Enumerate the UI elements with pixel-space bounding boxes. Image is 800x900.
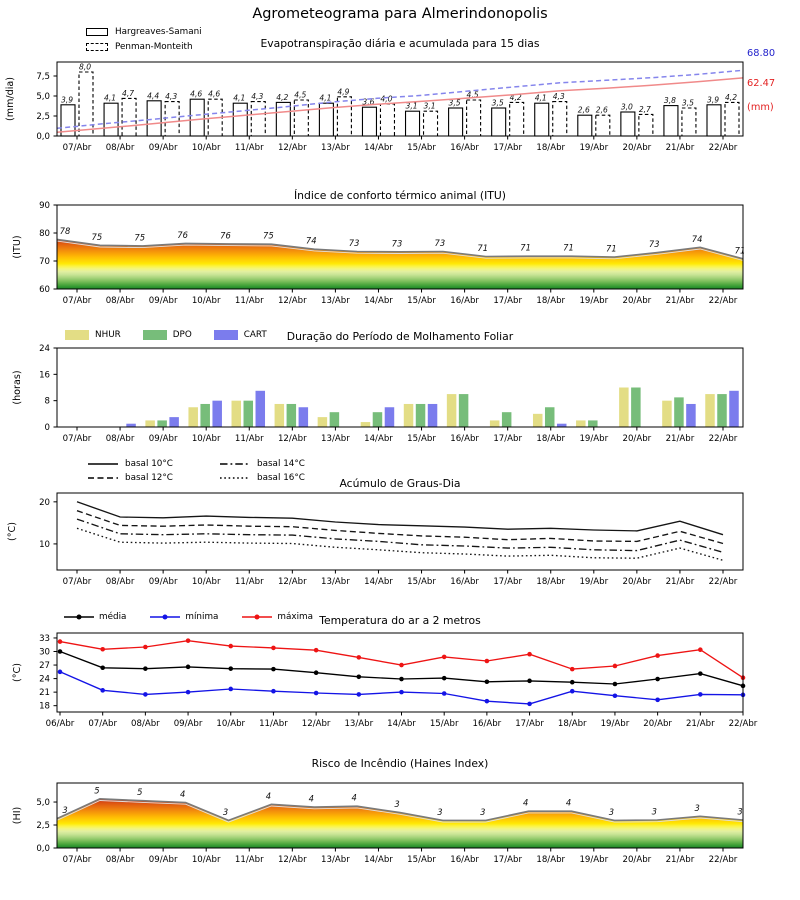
svg-text:21/Abr: 21/Abr: [665, 296, 695, 306]
accumulated-hargreaves-total: 62.47: [747, 78, 776, 89]
panel-title-fire-risk: Risco de Incêndio (Haines Index): [311, 757, 489, 770]
svg-text:10/Abr: 10/Abr: [191, 434, 221, 444]
svg-text:71: 71: [520, 242, 531, 253]
svg-text:71: 71: [477, 243, 489, 254]
svg-text:22/Abr: 22/Abr: [708, 577, 738, 587]
svg-text:75: 75: [263, 230, 274, 241]
svg-text:16/Abr: 16/Abr: [450, 855, 479, 865]
svg-text:2,6: 2,6: [577, 105, 590, 115]
svg-text:20/Abr: 20/Abr: [622, 296, 652, 306]
legend-label-dpo: DPO: [172, 330, 192, 340]
svg-text:20/Abr: 20/Abr: [622, 577, 652, 587]
svg-text:07/Abr: 07/Abr: [62, 434, 92, 444]
svg-text:5,0: 5,0: [36, 92, 50, 102]
svg-text:07/Abr: 07/Abr: [62, 855, 92, 865]
svg-text:16/Abr: 16/Abr: [450, 434, 479, 444]
legend-label-cart: CART: [243, 330, 267, 340]
svg-text:4,1: 4,1: [233, 93, 246, 103]
svg-text:0,0: 0,0: [36, 844, 50, 854]
svg-text:11/Abr: 11/Abr: [234, 143, 264, 153]
svg-text:2,5: 2,5: [36, 821, 50, 832]
svg-text:16/Abr: 16/Abr: [450, 296, 479, 306]
svg-text:71: 71: [606, 243, 617, 254]
svg-text:21/Abr: 21/Abr: [665, 143, 695, 153]
svg-text:60: 60: [39, 285, 50, 295]
legend-label-penman: Penman-Monteith: [115, 42, 193, 52]
svg-text:90: 90: [39, 201, 50, 211]
svg-text:3: 3: [62, 805, 68, 816]
svg-text:11/Abr: 11/Abr: [234, 855, 264, 865]
svg-text:08/Abr: 08/Abr: [131, 719, 160, 729]
svg-text:07/Abr: 07/Abr: [88, 719, 118, 729]
svg-text:12/Abr: 12/Abr: [301, 719, 331, 729]
svg-text:14/Abr: 14/Abr: [364, 855, 393, 865]
svg-text:09/Abr: 09/Abr: [148, 143, 178, 153]
svg-text:3,6: 3,6: [362, 97, 375, 107]
svg-text:17/Abr: 17/Abr: [493, 143, 523, 153]
legend-label-basal14: basal 14°C: [257, 459, 305, 469]
svg-text:14/Abr: 14/Abr: [364, 143, 393, 153]
svg-text:13/Abr: 13/Abr: [321, 143, 350, 153]
svg-text:75: 75: [134, 232, 146, 243]
svg-text:10/Abr: 10/Abr: [191, 143, 221, 153]
svg-text:09/Abr: 09/Abr: [148, 577, 178, 587]
svg-text:19/Abr: 19/Abr: [579, 855, 609, 865]
svg-text:13/Abr: 13/Abr: [321, 296, 350, 306]
svg-text:7,5: 7,5: [36, 72, 50, 82]
svg-text:12/Abr: 12/Abr: [277, 296, 307, 306]
svg-text:3,9: 3,9: [706, 95, 720, 105]
svg-text:22/Abr: 22/Abr: [708, 296, 738, 306]
svg-text:3: 3: [437, 806, 443, 817]
svg-text:18/Abr: 18/Abr: [536, 296, 566, 306]
svg-text:18: 18: [39, 701, 50, 712]
svg-text:18/Abr: 18/Abr: [536, 143, 566, 153]
svg-text:17/Abr: 17/Abr: [493, 577, 523, 587]
svg-text:12/Abr: 12/Abr: [277, 434, 307, 444]
svg-text:74: 74: [691, 233, 703, 244]
page-title: Agrometeograma para Almerindonopolis: [252, 6, 548, 22]
svg-text:20/Abr: 20/Abr: [622, 855, 652, 865]
svg-text:18/Abr: 18/Abr: [557, 719, 587, 729]
svg-text:2,6: 2,6: [595, 105, 608, 115]
svg-text:10/Abr: 10/Abr: [191, 855, 221, 865]
svg-text:12/Abr: 12/Abr: [277, 577, 307, 587]
svg-text:09/Abr: 09/Abr: [148, 296, 178, 306]
svg-text:0: 0: [44, 423, 50, 433]
svg-text:12/Abr: 12/Abr: [277, 143, 307, 153]
svg-text:4,2: 4,2: [276, 92, 289, 102]
svg-text:17/Abr: 17/Abr: [515, 719, 544, 729]
svg-text:07/Abr: 07/Abr: [62, 296, 92, 306]
svg-text:3,0: 3,0: [620, 102, 633, 112]
svg-text:33: 33: [39, 633, 50, 644]
accumulated-penman-total: 68.80: [747, 48, 776, 59]
svg-text:18/Abr: 18/Abr: [536, 855, 566, 865]
svg-text:4: 4: [522, 797, 529, 808]
svg-text:08/Abr: 08/Abr: [105, 434, 135, 444]
svg-text:5,0: 5,0: [36, 798, 50, 809]
svg-text:22/Abr: 22/Abr: [708, 434, 738, 444]
svg-text:8,0: 8,0: [78, 62, 92, 72]
svg-text:10/Abr: 10/Abr: [216, 719, 246, 729]
svg-text:18/Abr: 18/Abr: [536, 434, 566, 444]
svg-text:20/Abr: 20/Abr: [622, 434, 652, 444]
legend-label-media: média: [99, 612, 127, 622]
svg-text:4,1: 4,1: [534, 93, 547, 103]
svg-text:3: 3: [608, 806, 615, 817]
svg-text:12/Abr: 12/Abr: [277, 855, 307, 865]
svg-text:20: 20: [39, 497, 50, 508]
panel-title-itu: Índice de conforto térmico animal (ITU): [293, 189, 507, 202]
svg-text:11/Abr: 11/Abr: [234, 434, 264, 444]
panel-title-degree-days: Acúmulo de Graus-Dia: [339, 477, 461, 490]
svg-text:4: 4: [565, 797, 572, 808]
accumulated-unit-label: (mm): [747, 102, 774, 113]
svg-text:13/Abr: 13/Abr: [321, 577, 350, 587]
svg-text:19/Abr: 19/Abr: [579, 296, 609, 306]
svg-text:19/Abr: 19/Abr: [579, 143, 609, 153]
svg-text:4,6: 4,6: [190, 89, 203, 99]
svg-text:16/Abr: 16/Abr: [450, 143, 479, 153]
svg-text:3,5: 3,5: [448, 98, 461, 108]
svg-text:20/Abr: 20/Abr: [622, 143, 652, 153]
svg-text:08/Abr: 08/Abr: [105, 296, 135, 306]
svg-text:4,2: 4,2: [724, 92, 738, 102]
svg-text:3,9: 3,9: [60, 95, 74, 105]
svg-text:(mm/dia): (mm/dia): [5, 76, 16, 122]
svg-text:19/Abr: 19/Abr: [579, 577, 609, 587]
svg-text:21/Abr: 21/Abr: [665, 577, 695, 587]
svg-text:24: 24: [39, 674, 50, 685]
svg-text:2,5: 2,5: [36, 112, 50, 122]
svg-text:14/Abr: 14/Abr: [364, 296, 393, 306]
svg-text:4,7: 4,7: [122, 88, 135, 98]
svg-text:3: 3: [222, 806, 229, 817]
svg-text:16/Abr: 16/Abr: [450, 577, 479, 587]
svg-text:4,4: 4,4: [147, 91, 160, 101]
svg-text:71: 71: [563, 242, 574, 253]
svg-text:(°C): (°C): [7, 522, 18, 541]
svg-text:4,2: 4,2: [509, 92, 522, 102]
legend-label-basal10: basal 10°C: [125, 459, 173, 469]
svg-text:3: 3: [394, 799, 400, 810]
svg-text:19/Abr: 19/Abr: [600, 719, 630, 729]
svg-text:3: 3: [694, 802, 700, 813]
svg-text:27: 27: [39, 661, 50, 672]
svg-text:3: 3: [480, 806, 486, 817]
svg-text:24: 24: [39, 344, 50, 354]
svg-text:8: 8: [44, 396, 50, 407]
svg-text:15/Abr: 15/Abr: [407, 296, 436, 306]
svg-text:70: 70: [39, 257, 50, 267]
svg-text:4,3: 4,3: [552, 92, 565, 102]
svg-text:13/Abr: 13/Abr: [321, 855, 350, 865]
svg-text:73: 73: [434, 237, 446, 248]
svg-text:2,7: 2,7: [638, 104, 651, 114]
svg-text:(horas): (horas): [12, 370, 23, 405]
svg-text:09/Abr: 09/Abr: [173, 719, 203, 729]
svg-text:21/Abr: 21/Abr: [665, 855, 695, 865]
panel-title-evapotranspiration: Evapotranspiração diária e acumulada para 15 dias: [260, 37, 540, 50]
svg-text:5: 5: [137, 787, 143, 798]
svg-text:14/Abr: 14/Abr: [364, 577, 393, 587]
svg-text:22/Abr: 22/Abr: [708, 143, 738, 153]
svg-text:3,5: 3,5: [491, 98, 504, 108]
svg-text:19/Abr: 19/Abr: [579, 434, 609, 444]
svg-text:(HI): (HI): [12, 806, 23, 825]
svg-text:11/Abr: 11/Abr: [234, 577, 264, 587]
panel-title-temperature: Temperatura do ar a 2 metros: [319, 614, 481, 627]
svg-text:22/Abr: 22/Abr: [708, 855, 738, 865]
svg-text:15/Abr: 15/Abr: [407, 434, 436, 444]
svg-text:4,5: 4,5: [466, 90, 479, 100]
svg-text:3: 3: [737, 806, 743, 817]
svg-text:07/Abr: 07/Abr: [62, 577, 92, 587]
svg-text:08/Abr: 08/Abr: [105, 855, 135, 865]
svg-text:71: 71: [734, 245, 746, 256]
svg-text:3,1: 3,1: [423, 101, 436, 111]
legend-label-hargreaves: Hargreaves-Samani: [115, 27, 202, 37]
svg-text:09/Abr: 09/Abr: [148, 855, 178, 865]
svg-text:78: 78: [59, 225, 71, 236]
svg-text:80: 80: [39, 229, 50, 239]
svg-text:07/Abr: 07/Abr: [62, 143, 92, 153]
svg-text:10/Abr: 10/Abr: [191, 296, 221, 306]
svg-text:06/Abr: 06/Abr: [45, 719, 75, 729]
svg-text:4,0: 4,0: [380, 94, 393, 104]
svg-text:(°C): (°C): [12, 663, 23, 682]
svg-text:4: 4: [265, 790, 272, 801]
svg-text:4: 4: [351, 792, 357, 803]
svg-text:21/Abr: 21/Abr: [665, 434, 695, 444]
svg-text:76: 76: [177, 229, 188, 240]
panel-title-leaf-wetness: Duração do Período de Molhamento Foliar: [286, 330, 514, 343]
svg-text:73: 73: [391, 238, 403, 249]
svg-text:4: 4: [179, 788, 186, 799]
svg-text:74: 74: [305, 235, 317, 246]
svg-text:30: 30: [39, 647, 50, 658]
svg-text:18/Abr: 18/Abr: [536, 577, 566, 587]
svg-text:73: 73: [648, 239, 660, 250]
svg-text:4,3: 4,3: [165, 92, 178, 102]
svg-text:09/Abr: 09/Abr: [148, 434, 178, 444]
svg-text:5: 5: [94, 785, 100, 796]
svg-text:76: 76: [220, 230, 231, 241]
svg-text:10: 10: [39, 539, 50, 550]
svg-text:10/Abr: 10/Abr: [191, 577, 221, 587]
svg-text:13/Abr: 13/Abr: [321, 434, 350, 444]
svg-text:11/Abr: 11/Abr: [259, 719, 288, 729]
svg-text:16: 16: [39, 370, 50, 381]
svg-text:4,3: 4,3: [251, 92, 264, 102]
svg-text:15/Abr: 15/Abr: [407, 143, 436, 153]
svg-text:17/Abr: 17/Abr: [493, 434, 523, 444]
svg-text:22/Abr: 22/Abr: [728, 719, 758, 729]
svg-text:4,6: 4,6: [208, 89, 221, 99]
svg-text:11/Abr: 11/Abr: [234, 296, 264, 306]
svg-text:16/Abr: 16/Abr: [472, 719, 502, 729]
svg-text:14/Abr: 14/Abr: [387, 719, 416, 729]
svg-text:15/Abr: 15/Abr: [407, 577, 436, 587]
legend-label-maxima: máxima: [277, 612, 313, 622]
svg-text:15/Abr: 15/Abr: [429, 719, 459, 729]
legend-label-minima: mínima: [185, 612, 219, 622]
svg-text:3,8: 3,8: [663, 96, 676, 106]
svg-text:17/Abr: 17/Abr: [493, 296, 523, 306]
svg-text:75: 75: [91, 231, 103, 242]
svg-text:0,0: 0,0: [36, 132, 50, 142]
svg-text:4: 4: [308, 793, 314, 804]
svg-text:3: 3: [651, 806, 657, 817]
svg-text:21/Abr: 21/Abr: [685, 719, 715, 729]
svg-text:21: 21: [39, 688, 50, 699]
svg-text:08/Abr: 08/Abr: [105, 577, 135, 587]
svg-text:15/Abr: 15/Abr: [407, 855, 436, 865]
svg-text:4,5: 4,5: [294, 90, 307, 100]
svg-text:14/Abr: 14/Abr: [364, 434, 393, 444]
svg-text:73: 73: [348, 237, 360, 248]
svg-text:(ITU): (ITU): [12, 235, 23, 259]
svg-text:3,1: 3,1: [405, 101, 418, 111]
svg-text:13/Abr: 13/Abr: [344, 719, 374, 729]
svg-text:3,5: 3,5: [681, 98, 694, 108]
legend-label-basal12: basal 12°C: [125, 473, 173, 483]
svg-text:20/Abr: 20/Abr: [643, 719, 672, 729]
svg-text:4,1: 4,1: [319, 93, 332, 103]
legend-label-nhur: NHUR: [95, 330, 121, 340]
legend-label-basal16: basal 16°C: [257, 473, 305, 483]
svg-text:08/Abr: 08/Abr: [105, 143, 135, 153]
svg-text:4,9: 4,9: [337, 87, 350, 97]
svg-text:4,1: 4,1: [104, 93, 117, 103]
svg-text:17/Abr: 17/Abr: [493, 855, 523, 865]
